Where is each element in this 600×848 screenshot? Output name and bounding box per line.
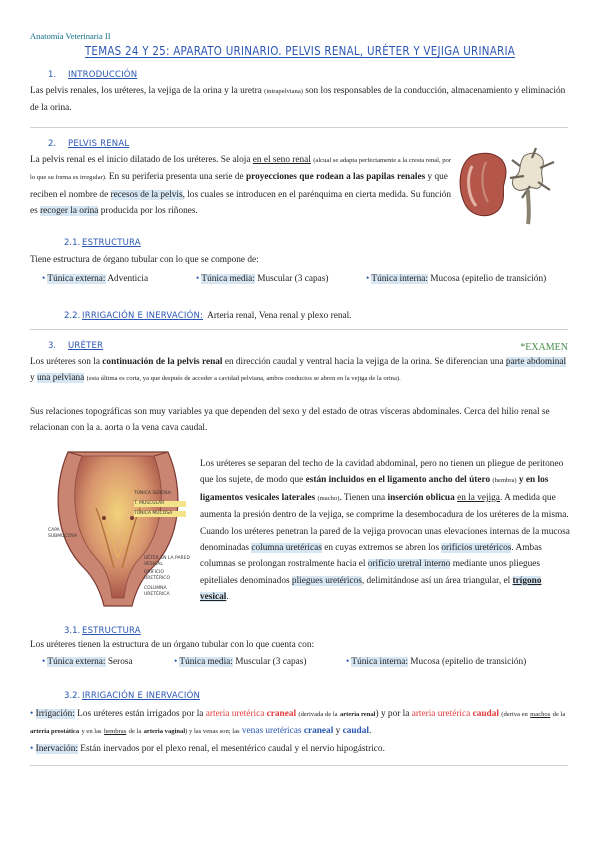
text: en el seno renal (252, 155, 311, 165)
structure-intro: Tiene estructura de órgano tubular con lo que se compone de: (30, 255, 259, 265)
tunic-label: Túnica media: (201, 274, 255, 284)
section-title: IRRIGACIÓN E INERVACIÓN: (82, 311, 204, 321)
section-title: ESTRUCTURA (82, 626, 141, 636)
text: (intrapelviana) (264, 88, 303, 95)
text: ) y por la (375, 709, 410, 719)
ureter-paragraph-1 (30, 354, 572, 388)
irrigation-paragraph (30, 706, 572, 757)
tunic-item-1 (42, 657, 133, 667)
divider (30, 127, 568, 128)
text: columna uretéricas (251, 543, 322, 554)
section-title: INTRODUCCIÓN (68, 70, 138, 80)
text: , delimitándose así un área triangular, el (361, 575, 511, 586)
tunic-label: Túnica externa: (47, 657, 106, 667)
text: son los responsables de la conducción, almacenamiento y eliminación de la orina. (30, 86, 566, 114)
tunic-value: Serosa (107, 657, 133, 667)
tunic-item-1 (42, 274, 148, 284)
text: están incluidos en el ligamento ancho del útero (305, 475, 491, 486)
figure-label: CAPA SUBMUCOSA (48, 528, 78, 539)
structure-intro: Los uréteres tienen la estructura de un órgano tubular con lo que cuenta con: (30, 640, 315, 650)
text: y en las (81, 728, 102, 736)
text: (hembra) (492, 477, 517, 485)
text: La pelvis renal es el inicio dilatado de los uréteres. Se aloja (30, 155, 251, 165)
ureter-paragraph-2: Sus relaciones topográficas son muy variables ya que dependen del sexo y del estado de otras vísceras abdominales. Cerca del hilio renal se relacionan con la a. aorta o la vena cava caudal. (30, 407, 550, 434)
text: caudal (342, 726, 369, 737)
bullet-icon: • (30, 709, 34, 719)
text: en la vejiga (457, 492, 500, 503)
text: (macho) (317, 494, 340, 502)
text: caudal (472, 709, 499, 719)
tunic-value: Mucosa (epitelio de transición) (410, 657, 527, 667)
section-3-heading (48, 341, 103, 351)
tunic-value: Mucosa (epitelio de transición) (430, 274, 547, 284)
text: recoger la orina (40, 206, 99, 217)
section-2-heading (48, 139, 129, 149)
tunic-label: Túnica externa: (47, 274, 106, 284)
ureter-paragraph-3 (200, 456, 570, 606)
tunic-label: Túnica media: (179, 657, 233, 667)
bladder-figure (48, 448, 188, 608)
section-number: 3.1. (64, 626, 81, 636)
text: inserción oblicua (387, 492, 455, 503)
subsection-2-2-heading (64, 305, 352, 324)
text: venas uretéricas (241, 726, 302, 737)
text: orificios uretéricos (441, 543, 512, 554)
text: en dirección caudal y ventral hacia la vejiga de la orina. Se diferencian una (224, 357, 504, 367)
text: y en los ligamentos vesicales laterales (200, 475, 549, 503)
tunic-item-2 (174, 657, 306, 667)
text: continuación de la pelvis renal (102, 357, 223, 367)
section-title: ESTRUCTURA (82, 238, 141, 248)
bullet-icon: • (42, 657, 46, 667)
text: arteria renal (339, 711, 376, 718)
text: orificio uretral interno (367, 559, 451, 570)
section-number: 3.2. (64, 691, 81, 701)
text: arteria vaginal (143, 728, 186, 736)
text: Los uréteres son la (30, 357, 100, 367)
tunic-item-3 (366, 274, 546, 284)
figure-label: ORIFICIO URETÉRICO (144, 570, 170, 581)
text: Los uréteres se separan del techo de la cavidad abdominal, pero no tienen un pliegue de peritoneo que los sujete, de modo que (200, 459, 564, 486)
section-number: 2.1. (64, 238, 81, 248)
figure-label: TÚNICA MUCOSA (134, 511, 186, 517)
text: ) y las venas son; las (185, 728, 240, 736)
tunic-label: Túnica interna: (351, 657, 408, 667)
text: en cuyas extremos se abren los (324, 543, 440, 554)
section-number: 2. (48, 139, 57, 149)
text: . Tienen una (339, 492, 386, 503)
bullet-icon: • (42, 274, 46, 284)
text: trígono vesical (200, 575, 542, 603)
text: proyecciones que rodean a las papilas renales (245, 172, 426, 183)
tunic-value: Muscular (3 capas) (235, 657, 307, 667)
text: . (226, 592, 229, 603)
figure-label: T. MUSCULAR (134, 501, 186, 507)
text: Las pelvis renales, los uréteres, la vejiga de la orina y la uretra (30, 86, 262, 96)
text: Los uréteres están irrigados por la (77, 709, 204, 719)
text: (esta última es corta, ya que después de acceder a cavidad pelviana, ambos conductos se abren en la vejiga de la orina). (86, 375, 401, 383)
text: recesos de la pelvis (110, 189, 183, 200)
pelvis-renal-paragraph (30, 152, 454, 220)
divider (30, 765, 568, 766)
text: pliegues uretéricos (291, 575, 362, 586)
bullet-icon: • (30, 743, 34, 754)
text: y (30, 373, 35, 384)
text: craneal (303, 726, 334, 737)
bullet-icon: • (196, 274, 200, 284)
text: Irrigación: (35, 709, 75, 719)
text: En su periferia presenta una serie de (108, 172, 244, 183)
text: de la (128, 728, 142, 736)
section-number: 3. (48, 341, 57, 351)
text: y (335, 726, 341, 737)
text: . A medida que aumenta la presión dentro de la vejiga, se comprime la desembocadura de los uréteres de la misma. Cuando los uréteres penetran la pared de la vejiga provocan unas elevaciones internas de la mucosa denominadas (200, 492, 570, 554)
course-header: Anatomía Veterinaria II (30, 31, 111, 41)
subsection-3-1-heading (64, 626, 141, 636)
text: machos (530, 711, 551, 718)
section-title: IRRIGACIÓN E INERVACIÓN (82, 691, 201, 701)
text: Están inervados por el plexo renal, el mesentérico caudal y el nervio hipogástrico. (80, 743, 385, 754)
subsection-3-2-heading (64, 691, 200, 701)
figure-label: COLUMNA URETÉRICA (144, 586, 170, 597)
section-number: 1. (48, 70, 57, 80)
figure-label: TÚNICA SEROSA (134, 491, 171, 496)
figure-label: UÉTER EN LA PARED VESICAL (144, 556, 190, 567)
text: de la (552, 711, 566, 718)
text: (deriva en (501, 711, 528, 718)
text: arteria uretérica (205, 709, 265, 719)
text: producida por los riñones. (100, 206, 198, 217)
tunic-value: Adventicia (107, 274, 149, 284)
bullet-icon: • (366, 274, 370, 284)
intro-paragraph (30, 83, 570, 117)
text: . (368, 726, 372, 737)
irrigation-text: Arteria renal, Vena renal y plexo renal. (207, 311, 352, 321)
text: una pelviana (36, 373, 85, 384)
figure-labels-right (144, 556, 190, 598)
text: arteria uretérica (411, 709, 471, 719)
exam-tag: *EXAMEN (520, 342, 568, 353)
text: . Ambas columnas se prolongan rostralmente hacia el (200, 543, 542, 570)
text: arteria prostática (30, 728, 80, 736)
text: (derivada de la (298, 711, 338, 718)
text: craneal (266, 709, 297, 719)
figure-labels-left (48, 528, 88, 540)
text: (alcual se adapta perfectamente a la cresta renal, por lo que su forma es irregular). (30, 157, 452, 182)
tunic-item-2 (196, 274, 328, 284)
section-title: URÉTER (68, 341, 104, 351)
figure-labels (134, 491, 186, 521)
subsection-2-1-heading (64, 238, 141, 248)
text: hembras (103, 728, 127, 736)
tunic-label: Túnica interna: (371, 274, 428, 284)
text: mediante unos pliegues epiteliales denominados (200, 559, 541, 586)
tunic-value: Muscular (3 capas) (257, 274, 329, 284)
section-number: 2.2. (64, 311, 81, 321)
page-title: TEMAS 24 Y 25: APARATO URINARIO. PELVIS RENAL, URÉTER Y VEJIGA URINARIA (84, 44, 516, 58)
kidney-illustration (458, 146, 568, 226)
text: parte abdominal (505, 357, 567, 367)
text: y que reciben el nombre de (30, 172, 448, 200)
tunic-item-3 (346, 657, 526, 667)
text: Inervación: (35, 743, 78, 754)
bullet-icon: • (174, 657, 178, 667)
text: , los cuales se introducen en el parénquima en cierta medida. Su función es (30, 189, 452, 217)
section-title: PELVIS RENAL (68, 139, 130, 149)
bullet-icon: • (346, 657, 350, 667)
section-1-heading (48, 70, 137, 80)
divider (30, 329, 568, 330)
